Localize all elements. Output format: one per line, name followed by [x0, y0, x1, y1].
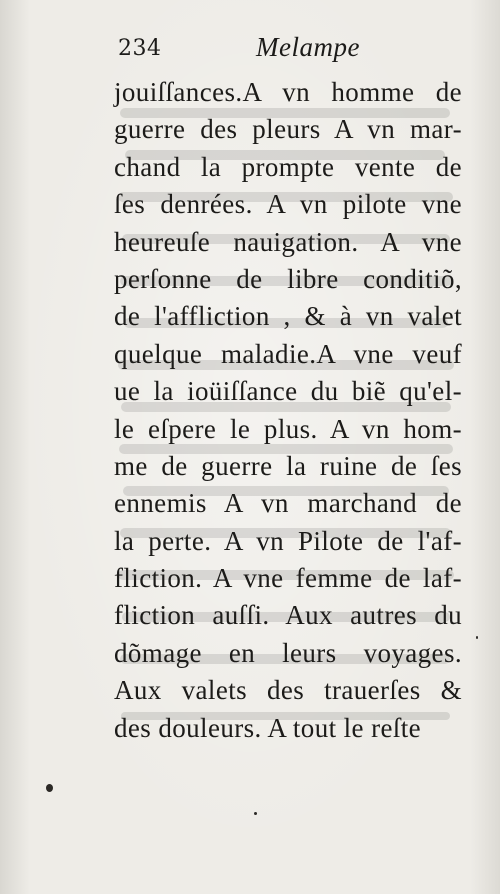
text-line: Aux valets des trauerſes & — [114, 675, 462, 706]
body-text — [114, 74, 462, 747]
text-line: perſonne de libre conditiõ, — [114, 263, 462, 294]
page-number: 234 — [118, 36, 162, 61]
text-line: le eſpere le plus. A vn hom- — [114, 413, 462, 444]
text-line: fliction. A vne femme de laf- — [114, 563, 462, 594]
ink-speck — [476, 636, 478, 639]
text-line: ue la ioüiſſance du biẽ qu'el- — [114, 376, 462, 407]
text-line: ſes denrées. A vn pilote vne — [114, 189, 462, 220]
text-line: guerre des pleurs A vn mar- — [114, 114, 462, 145]
text-line: ennemis A vn marchand de — [114, 488, 462, 519]
ink-speck — [254, 812, 257, 815]
text-line: la perte. A vn Pilote de l'af- — [114, 525, 462, 556]
text-line: quelque maladie.A vne veuf — [114, 338, 462, 369]
text-line: dõmage en leurs voyages. — [114, 637, 462, 668]
running-header — [118, 32, 458, 68]
text-line: jouiſſances.A vn homme de — [114, 77, 462, 107]
text-line: de l'affliction , & à vn valet — [114, 301, 462, 332]
running-title: Melampe — [256, 32, 360, 62]
ink-speck — [46, 784, 53, 792]
text-line: chand la prompte vente de — [114, 151, 462, 182]
text-line: fliction auſſi. Aux autres du — [114, 600, 462, 631]
text-line: des douleurs. A tout le reſte — [114, 712, 422, 743]
text-line: me de guerre la ruine de ſes — [114, 450, 462, 481]
text-line: heureuſe nauigation. A vne — [114, 226, 462, 257]
